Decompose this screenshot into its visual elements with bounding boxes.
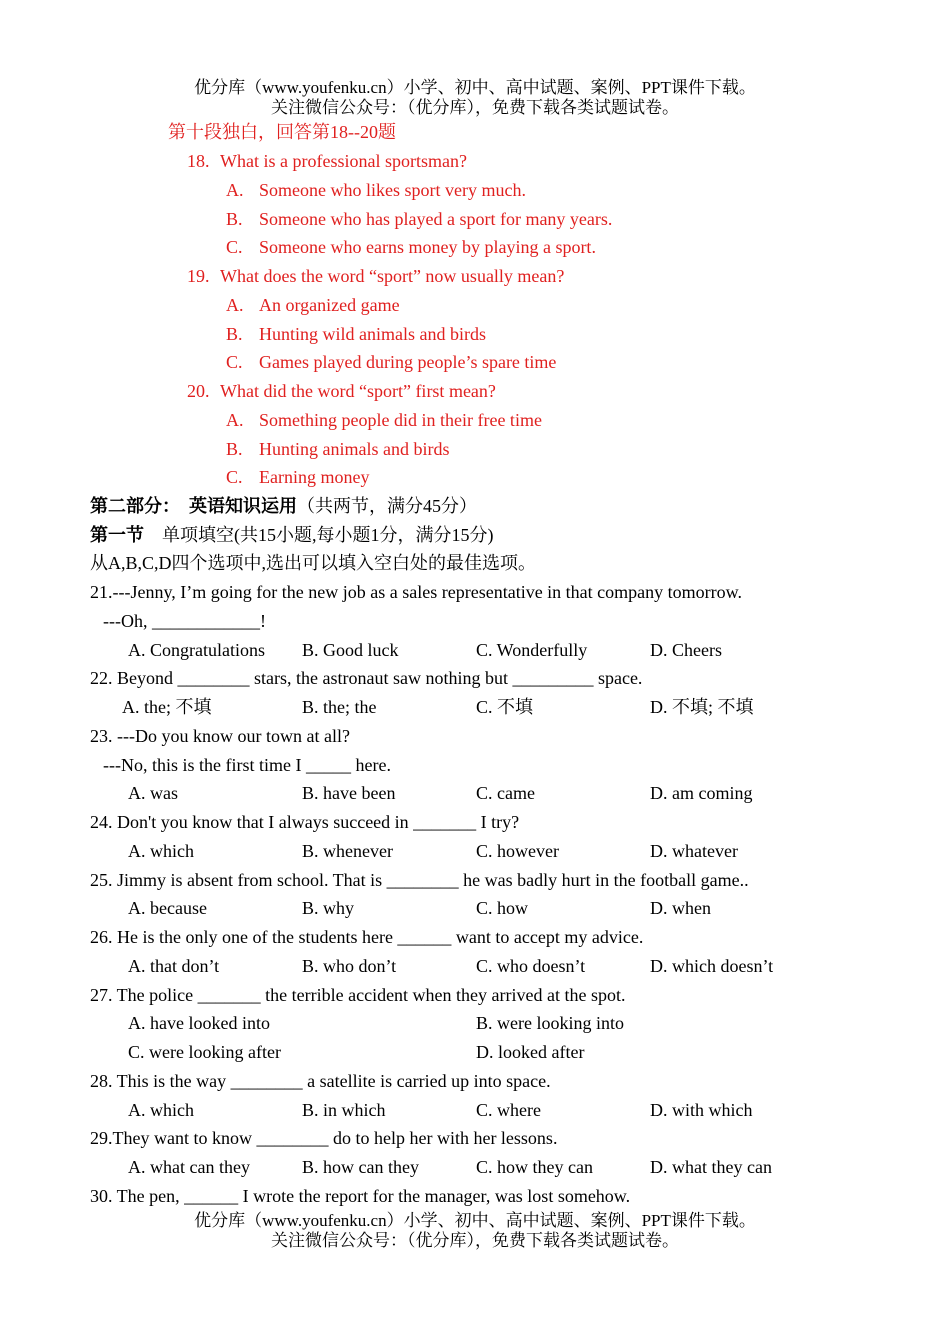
q28-option-c: C. where [476, 1100, 541, 1120]
q25-option-c: C. how [476, 898, 529, 918]
header-line-2: 关注微信公众号：（优分库），免费下载各类试题试卷。 [271, 98, 679, 117]
q20-option-b-text: Hunting animals and birds [259, 439, 450, 459]
q18-option-a-letter: A. [226, 180, 244, 200]
q22-option-c: C. 不填 [476, 697, 534, 717]
question-24-line-1: 24. Don't you know that I always succeed in _______ I try? [90, 812, 520, 832]
question-18-number: 18. [187, 151, 210, 171]
section1-instruction: 从A,B,C,D四个选项中,选出可以填入空白处的最佳选项。 [90, 553, 537, 573]
q18-option-c-text: Someone who earns money by playing a sport. [259, 237, 596, 257]
q21-option-a: A. Congratulations [128, 640, 265, 660]
part2-title [90, 495, 477, 517]
q18-option-c-letter: C. [226, 237, 243, 257]
q20-option-c-letter: C. [226, 467, 243, 487]
question-28-line-1: 28. This is the way ________ a satellite is carried up into space. [90, 1071, 551, 1091]
q28-option-d: D. with which [650, 1100, 753, 1120]
q27-option-c: C. were looking after [128, 1042, 281, 1062]
q18-option-a-text: Someone who likes sport very much. [259, 180, 526, 200]
q22-option-d: D. 不填; 不填 [650, 697, 754, 717]
q20-option-c-text: Earning money [259, 467, 370, 487]
footer-line-2: 关注微信公众号：（优分库），免费下载各类试题试卷。 [271, 1231, 679, 1250]
question-21-line-2: ---Oh, ____________! [103, 611, 266, 631]
q18-option-b-letter: B. [226, 209, 243, 229]
q29-option-d: D. what they can [650, 1157, 772, 1177]
q24-option-a: A. which [128, 841, 194, 861]
q26-option-b: B. who don’t [302, 956, 397, 976]
q20-option-a-letter: A. [226, 410, 244, 430]
question-25-line-1: 25. Jimmy is absent from school. That is ________ he was badly hurt in the football game.. [90, 870, 749, 890]
section1-title-rest: 单项填空(共15小题,每小题1分，满分15分) [144, 525, 494, 545]
question-20-number: 20. [187, 381, 210, 401]
q26-option-d: D. which doesn’t [650, 956, 774, 976]
question-23-line-1: 23. ---Do you know our town at all? [90, 726, 350, 746]
q19-option-a-letter: A. [226, 295, 244, 315]
question-22-line-1: 22. Beyond ________ stars, the astronaut saw nothing but _________ space. [90, 668, 643, 688]
q23-option-b: B. have been [302, 783, 396, 803]
question-26-line-1: 26. He is the only one of the students here ______ want to accept my advice. [90, 927, 644, 947]
q25-option-a: A. because [128, 898, 207, 918]
q25-option-d: D. when [650, 898, 711, 918]
q23-option-d: D. am coming [650, 783, 753, 803]
q28-option-b: B. in which [302, 1100, 386, 1120]
q19-option-c-text: Games played during people’s spare time [259, 352, 557, 372]
section1-title-bold: 第一节 [90, 525, 144, 545]
q29-option-b: B. how can they [302, 1157, 419, 1177]
q25-option-b: B. why [302, 898, 355, 918]
q18-option-b-text: Someone who has played a sport for many years. [259, 209, 613, 229]
q23-option-a: A. was [128, 783, 178, 803]
q24-option-b: B. whenever [302, 841, 393, 861]
question-21-line-1: 21.---Jenny, I’m going for the new job as a sales representative in that company tomorrow. [90, 582, 742, 602]
q29-option-c: C. how they can [476, 1157, 593, 1177]
q19-option-c-letter: C. [226, 352, 243, 372]
q26-option-a: A. that don’t [128, 956, 220, 976]
footer-line-1: 优分库（www.youfenku.cn）小学、初中、高中试题、案例、PPT课件下载。 [194, 1211, 756, 1230]
q23-option-c: C. came [476, 783, 535, 803]
question-18-text: What is a professional sportsman? [220, 151, 467, 171]
question-23-line-2: ---No, this is the first time I _____ here. [103, 755, 391, 775]
q22-option-b: B. the; the [302, 697, 377, 717]
q29-option-a: A. what can they [128, 1157, 250, 1177]
question-19-number: 19. [187, 266, 210, 286]
section1-title [90, 524, 494, 546]
q20-option-a-text: Something people did in their free time [259, 410, 542, 430]
q26-option-c: C. who doesn’t [476, 956, 586, 976]
listening-section-title: 第十段独白，回答第18--20题 [168, 122, 396, 142]
question-30-line-1: 30. The pen, ______ I wrote the report for the manager, was lost somehow. [90, 1186, 631, 1206]
q21-option-b: B. Good luck [302, 640, 399, 660]
part2-title-bold: 第二部分： 英语知识运用 [90, 496, 297, 516]
q27-option-b: B. were looking into [476, 1013, 624, 1033]
q21-option-c: C. Wonderfully [476, 640, 588, 660]
header-line-1: 优分库（www.youfenku.cn）小学、初中、高中试题、案例、PPT课件下载。 [194, 78, 756, 97]
question-29-line-1: 29.They want to know ________ do to help her with her lessons. [90, 1128, 558, 1148]
q19-option-b-text: Hunting wild animals and birds [259, 324, 486, 344]
q27-option-d: D. looked after [476, 1042, 585, 1062]
q22-option-a: A. the; 不填 [122, 697, 212, 717]
q28-option-a: A. which [128, 1100, 194, 1120]
question-20-text: What did the word “sport” first mean? [220, 381, 496, 401]
q19-option-b-letter: B. [226, 324, 243, 344]
q19-option-a-text: An organized game [259, 295, 400, 315]
q24-option-c: C. however [476, 841, 559, 861]
question-27-line-1: 27. The police _______ the terrible accident when they arrived at the spot. [90, 985, 626, 1005]
q24-option-d: D. whatever [650, 841, 738, 861]
question-19-text: What does the word “sport” now usually mean? [220, 266, 565, 286]
part2-title-rest: （共两节，满分45分） [297, 496, 477, 516]
q21-option-d: D. Cheers [650, 640, 722, 660]
q20-option-b-letter: B. [226, 439, 243, 459]
q27-option-a: A. have looked into [128, 1013, 270, 1033]
